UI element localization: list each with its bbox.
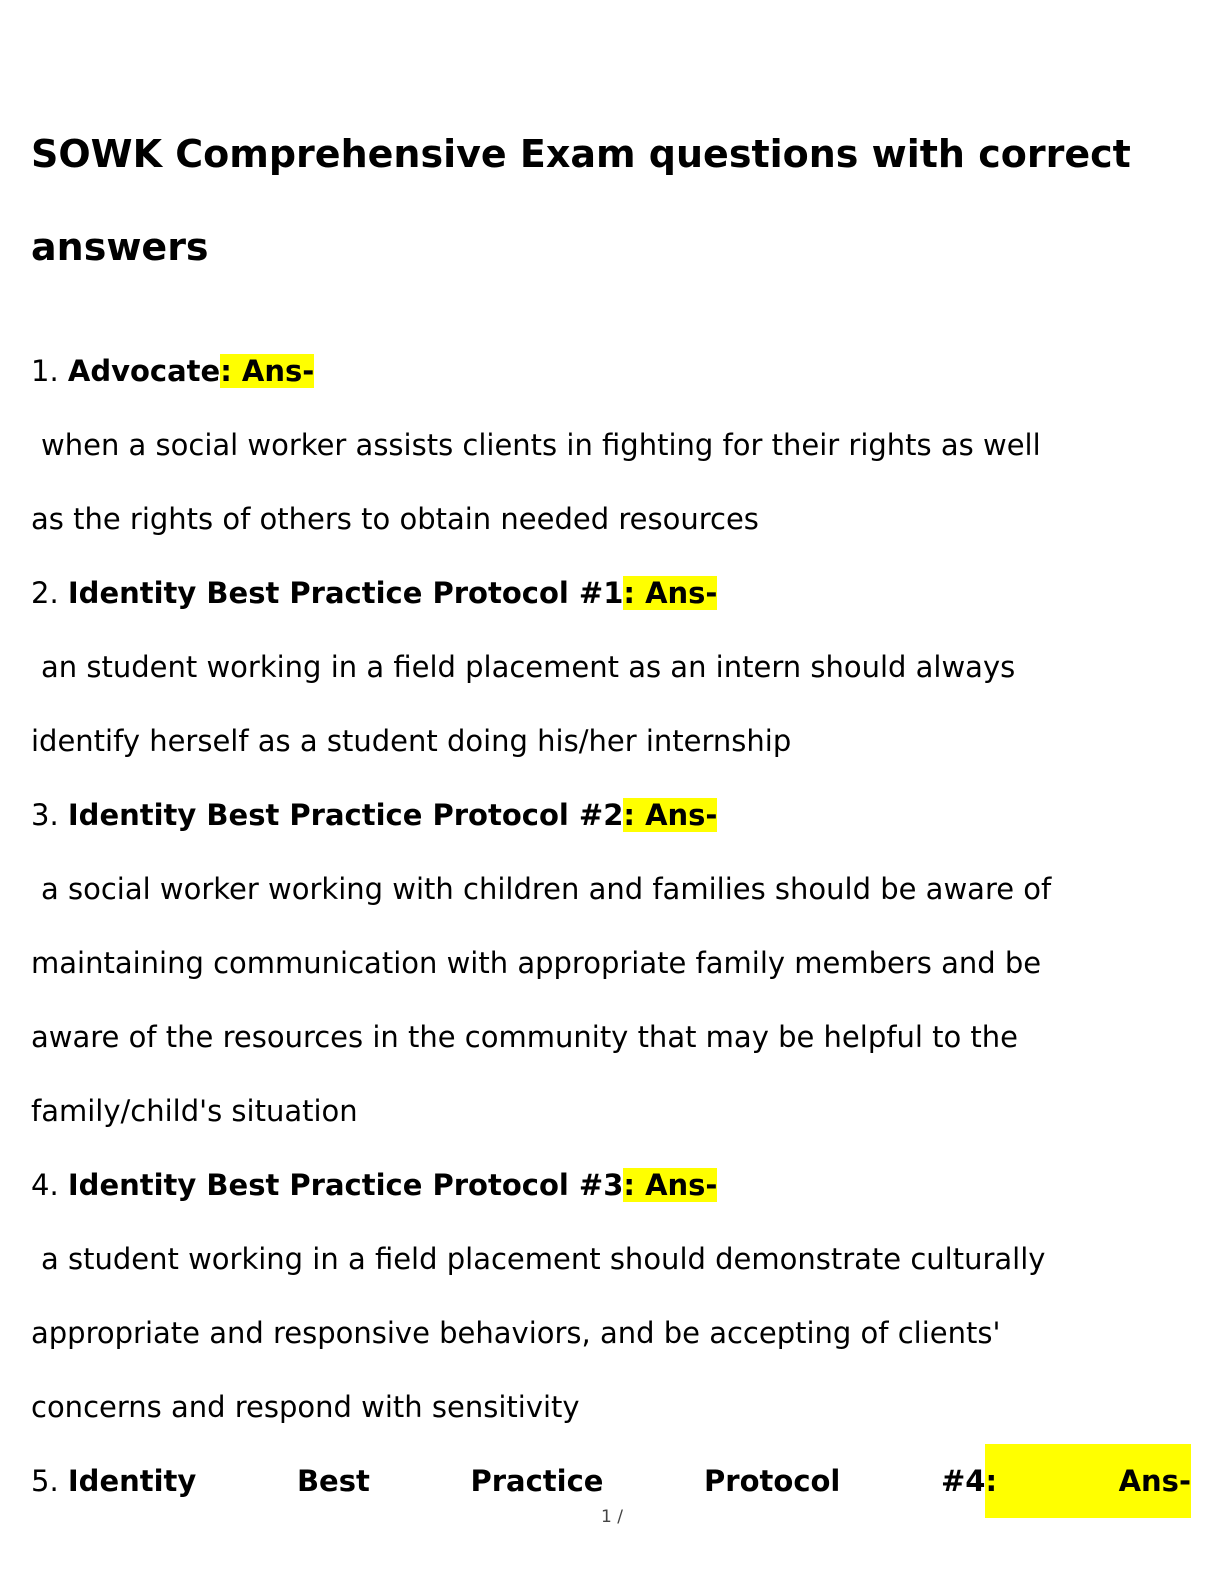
question-term-word: Practice bbox=[470, 1464, 604, 1498]
question-term-word: Identity bbox=[67, 1464, 197, 1498]
answer-marker: : Ans- bbox=[623, 1168, 718, 1202]
qa-list bbox=[31, 334, 1191, 1518]
answer-marker: : Ans- bbox=[220, 354, 315, 388]
document-title bbox=[31, 108, 1201, 294]
answer-line: family/child's situation bbox=[31, 1094, 358, 1128]
answer-marker-ans: Ans- bbox=[1118, 1464, 1191, 1498]
question-number: 4. bbox=[31, 1168, 68, 1202]
answer-line: a social worker working with children and families should be aware of bbox=[41, 872, 1052, 906]
answer-marker: : Ans- bbox=[623, 576, 718, 610]
answer-line: an student working in a field placement as an intern should always bbox=[41, 650, 1016, 684]
title-line-2: answers bbox=[31, 225, 209, 269]
answer-line: concerns and respond with sensitivity bbox=[31, 1390, 580, 1424]
question-term: Identity Best Practice Protocol #2 bbox=[67, 798, 624, 832]
question-1 bbox=[31, 334, 1191, 408]
question-number: 3. bbox=[31, 798, 68, 832]
question-term-word: #4 bbox=[940, 1464, 986, 1498]
answer-line: appropriate and responsive behaviors, and be accepting of clients' bbox=[31, 1316, 1001, 1350]
answer-line: as the rights of others to obtain needed resources bbox=[31, 502, 759, 536]
question-2 bbox=[31, 556, 1191, 630]
answer-line: when a social worker assists clients in fighting for their rights as well bbox=[41, 428, 1041, 462]
question-number: 1. bbox=[31, 354, 68, 388]
page-number: 1 / bbox=[601, 1507, 623, 1527]
question-3 bbox=[31, 778, 1191, 852]
question-number: 2. bbox=[31, 576, 68, 610]
question-term-word: Best bbox=[296, 1464, 370, 1498]
answer-4 bbox=[31, 1222, 1191, 1444]
question-4 bbox=[31, 1148, 1191, 1222]
answer-marker: : Ans- bbox=[623, 798, 718, 832]
answer-1 bbox=[31, 408, 1191, 556]
answer-marker-colon: : bbox=[985, 1464, 998, 1498]
question-term: Advocate bbox=[67, 354, 221, 388]
answer-3 bbox=[31, 852, 1191, 1148]
answer-line: a student working in a field placement should demonstrate culturally bbox=[41, 1242, 1046, 1276]
answer-line: identify herself as a student doing his/her internship bbox=[31, 724, 792, 758]
answer-2 bbox=[31, 630, 1191, 778]
answer-line: maintaining communication with appropriate family members and be bbox=[31, 946, 1042, 980]
title-line-1: SOWK Comprehensive Exam questions with correct bbox=[31, 132, 1131, 176]
question-term-word: Protocol bbox=[704, 1464, 841, 1498]
answer-line: aware of the resources in the community that may be helpful to the bbox=[31, 1020, 1019, 1054]
question-number: 5. bbox=[31, 1464, 68, 1498]
question-term: Identity Best Practice Protocol #3 bbox=[67, 1168, 624, 1202]
question-term: Identity Best Practice Protocol #1 bbox=[67, 576, 624, 610]
